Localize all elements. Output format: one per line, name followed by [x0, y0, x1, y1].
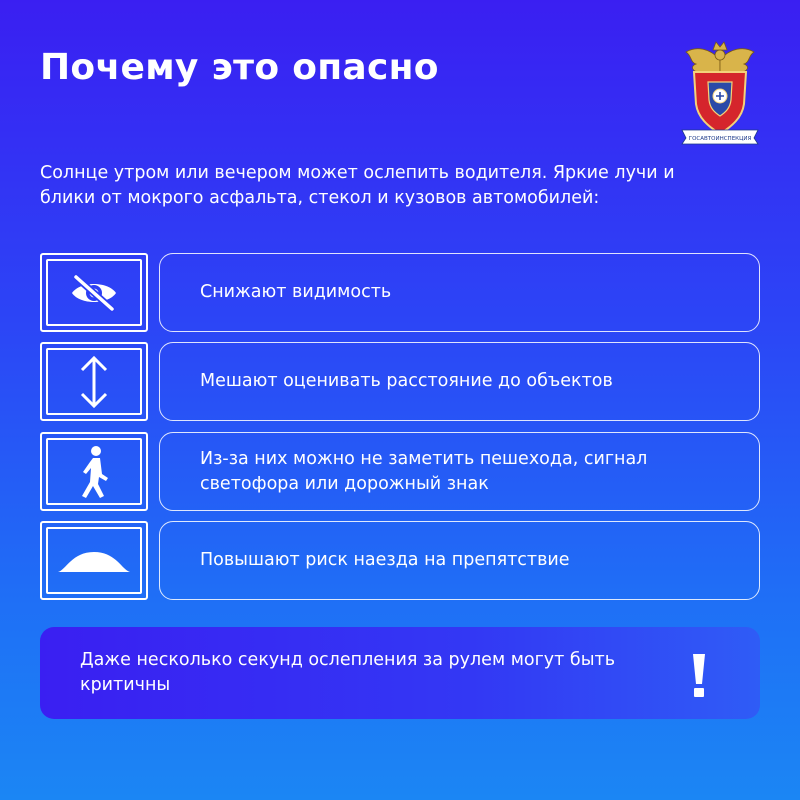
pedestrian-icon: [74, 444, 114, 500]
warning-text: Даже несколько секунд ослепления за рулем могут быть критичны: [80, 650, 616, 695]
intro-text: Солнце утром или вечером может ослепить водителя. Яркие лучи и блики от мокрого асфальта, стекол и кузовов автомобилей:: [40, 163, 675, 208]
item-text-box: [159, 342, 760, 421]
item-text: Снижают видимость: [200, 282, 392, 302]
item-text-box: [159, 521, 760, 600]
item-text-box: [159, 432, 760, 511]
item-text-box: [159, 253, 760, 332]
page-title: Почему это опасно: [40, 47, 439, 88]
eye-crossed-icon: [66, 273, 122, 313]
item-text: Повышают риск наезда на препятствие: [200, 550, 570, 570]
item-text: Мешают оценивать расстояние до объектов: [200, 371, 613, 391]
item-icon-box: [40, 432, 148, 511]
item-icon-box: [40, 521, 148, 600]
police-emblem-icon: [680, 38, 760, 148]
speed-bump-icon: [54, 546, 134, 576]
vertical-double-arrow-icon: [74, 354, 114, 410]
emblem-ribbon-text: ГОСАВТОИНСПЕКЦИЯ: [688, 136, 752, 142]
item-icon-box: [40, 253, 148, 332]
item-text: Из-за них можно не заметить пешехода, сигнал светофора или дорожный знак: [200, 448, 648, 494]
exclamation-icon: [688, 652, 710, 698]
item-icon-box: [40, 342, 148, 421]
warning-box: [40, 627, 760, 719]
